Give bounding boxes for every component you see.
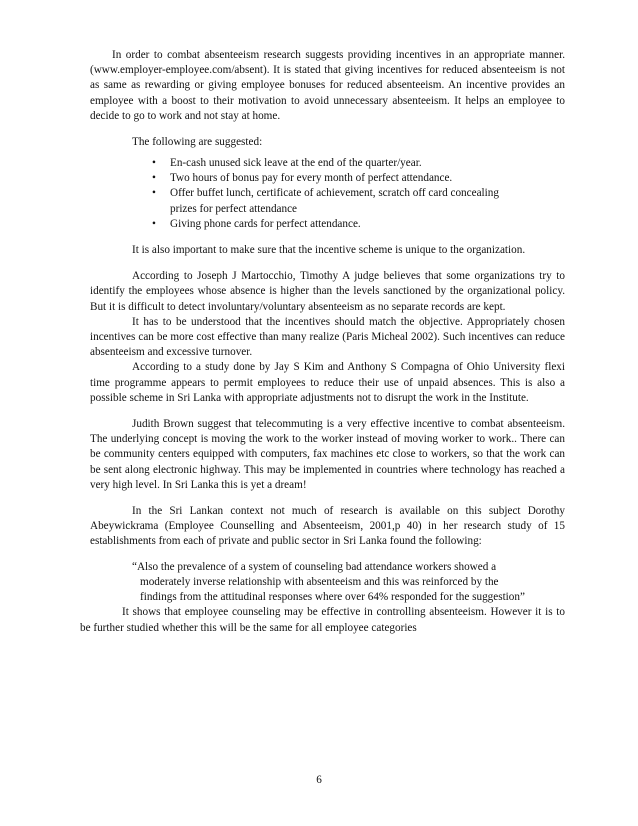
list-item: • Giving phone cards for perfect attendance. [170,217,565,232]
research-quote [132,560,565,606]
list-item: • En-cash unused sick leave at the end of the quarter/year. [170,156,565,171]
paragraph-telecommuting: Judith Brown suggest that telecommuting is a very effective incentive to combat absenteeism. The underlying concept is moving the work to the worker instead of moving worker to work.. There can be community centers equipped with computers, fax machines etc close to workers, so that the work can be sent along electronic highway. This may be implemented in countries where technology has reached a very high level. In Sri Lanka this is yet a dream! [90,418,565,491]
paragraph-counseling-conclusion: It shows that employee counseling may be effective in controlling absenteeism. However it is to be further studied whether this will be the same for all employee categories [80,606,565,634]
paragraph-incentives-intro: In order to combat absenteeism research suggests providing incentives in an appropriate manner.(www.employer-employee.com/absent). It is stated that giving incentives for reduced absenteeism is not as same as rewarding or giving employee bonuses for reduced absenteeism. An incentive provides an employee with a boost to their motivation to avoid unnecessary absenteeism. It helps an employee to decide to go to work and not stay at home. [90,49,565,122]
paragraph-martocchio: According to Joseph J Martocchio, Timothy A judge believes that some organizations try to identify the employees whose absence is higher than the levels sanctioned by the organizational policy. But it is difficult to detect involuntary/voluntary absenteeism as no separate records are kept. [90,270,565,313]
bullet-icon: • [152,172,156,185]
bullet-icon: • [152,187,156,200]
paragraph-flexi-time: According to a study done by Jay S Kim and Anthony S Compagna of Ohio University flexi time programme appears to permit employees to reduce their use of unpaid absences. This is also a possible scheme in Sri Lanka with appropriate adjustments not to disrupt the work in the Institute. [90,361,565,404]
paragraph-match-objective: It has to be understood that the incentives should match the objective. Appropriately chosen incentives can be more cost effective than many realize (Paris Micheal 2002). Such incentives can reduce absenteeism and excessive turnover. [90,315,565,359]
list-item: • Two hours of bonus pay for every month of perfect attendance. [170,171,565,186]
quote-continuation: moderately inverse relationship with absenteeism and this was reinforced by the findings from the attitudinal responses where over 64% responded for the suggestion” [140,575,525,604]
page-number: 6 [316,774,322,786]
suggestions-list [90,156,565,232]
suggestions-lead: The following are suggested: [132,136,263,149]
bullet-icon: • [152,157,156,170]
list-item: • Offer buffet lunch, certificate of achievement, scratch off card concealing prizes for perfect attendance [152,187,499,215]
paragraph-sri-lankan-context: In the Sri Lankan context not much of research is available on this subject Dorothy Abeywickrama (Employee Counselling and Absenteeism, 2001,p 40) in her research study of 15 establishments from each of private and public sector in Sri Lanka found the following: [90,505,565,548]
paragraph-unique-scheme: It is also important to make sure that the incentive scheme is unique to the organization. [132,244,526,257]
document-page [80,48,565,636]
quote-first-line: “Also the prevalence of a system of counseling bad attendance workers showed a [132,560,497,573]
bullet-icon: • [152,217,156,230]
